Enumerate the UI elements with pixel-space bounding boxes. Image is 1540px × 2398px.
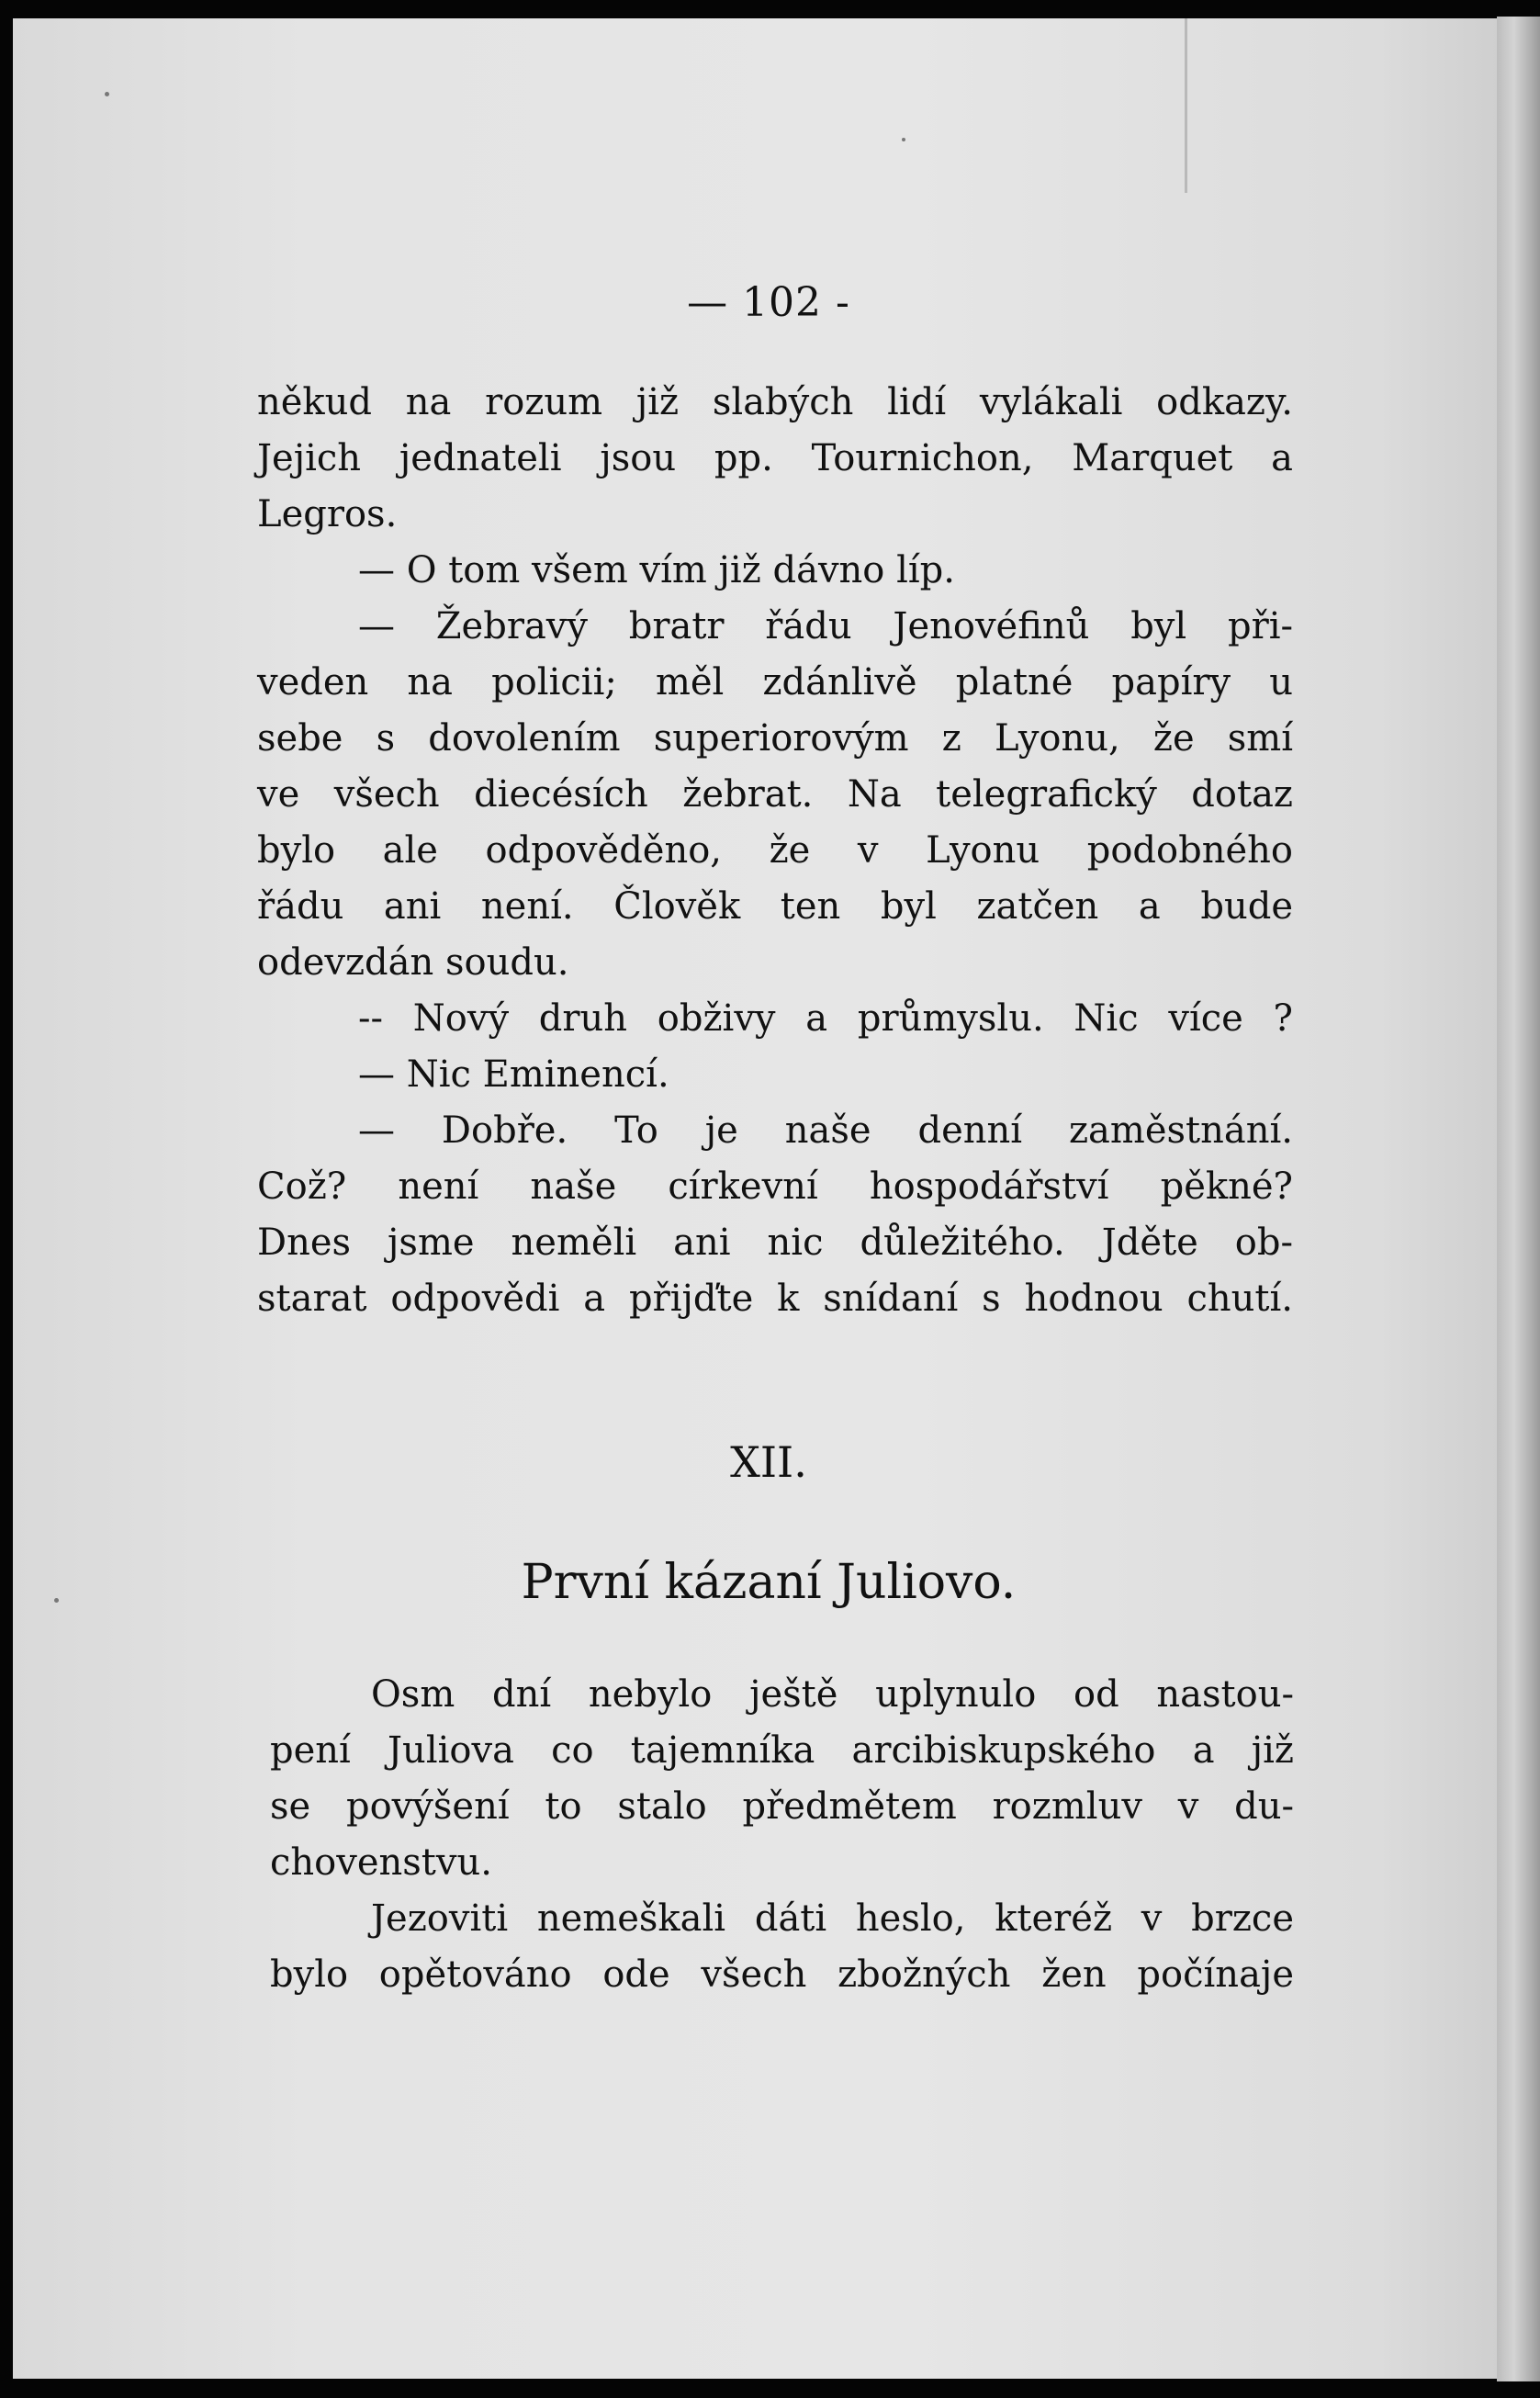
chapter-number: XII. (730, 1437, 807, 1487)
text-line: bylo ale odpověděno, že v Lyonu podobného (257, 829, 1293, 872)
text-line: -- Nový druh obživy a průmyslu. Nic více ? (358, 997, 1293, 1040)
paper-speck (54, 1598, 59, 1603)
paper-speck (902, 138, 905, 141)
text-line: odevzdán soudu. (257, 941, 569, 984)
chapter-title: První kázaní Juliovo. (521, 1555, 1017, 1610)
text-line: Jezoviti nemeškali dáti heslo, kteréž v brzce (371, 1897, 1294, 1940)
text-line: sebe s dovolením superiorovým z Lyonu, že smí (257, 717, 1293, 760)
text-line: Osm dní nebylo ještě uplynulo od nastou- (371, 1673, 1294, 1716)
text-line: — Nic Eminencí. (358, 1053, 669, 1096)
text-line: pení Juliova co tajemníka arcibiskupského a již (270, 1729, 1294, 1772)
text-line: chovenstvu. (270, 1841, 492, 1884)
text-line: — Dobře. To je naše denní zaměstnání. (358, 1109, 1293, 1152)
text-line: Legros. (257, 493, 398, 535)
text-line: Dnes jsme neměli ani nic důležitého. Jděte ob- (257, 1222, 1293, 1264)
text-line: ve všech diecésích žebrat. Na telegrafický dotaz (257, 773, 1293, 816)
text-section-1 (257, 375, 1293, 1327)
paper-speck (105, 92, 109, 96)
page-number: — 102 - (687, 279, 850, 326)
text-section-2 (270, 1667, 1294, 2003)
text-line: veden na policii; měl zdánlivě platné papíry u (257, 661, 1293, 704)
text-line: Jejich jednateli jsou pp. Tournichon, Marquet a (257, 437, 1293, 479)
paper-crease (1185, 18, 1187, 193)
text-line: se povýšení to stalo předmětem rozmluv v du- (270, 1785, 1294, 1828)
text-line: řádu ani není. Člověk ten byl zatčen a bude (257, 885, 1293, 928)
text-line: — O tom všem vím již dávno líp. (358, 549, 955, 591)
text-line: — Žebravý bratr řádu Jenovéfinů byl při- (358, 605, 1293, 647)
text-line: Což? není naše církevní hospodářství pěkné? (257, 1165, 1293, 1208)
text-line: starat odpovědi a přijďte k snídaní s hodnou chutí. (257, 1278, 1293, 1320)
text-line: bylo opětováno ode všech zbožných žen počínaje (270, 1953, 1294, 1996)
page-edge (1497, 17, 1540, 2381)
text-line: někud na rozum již slabých lidí vylákali odkazy. (257, 381, 1293, 423)
